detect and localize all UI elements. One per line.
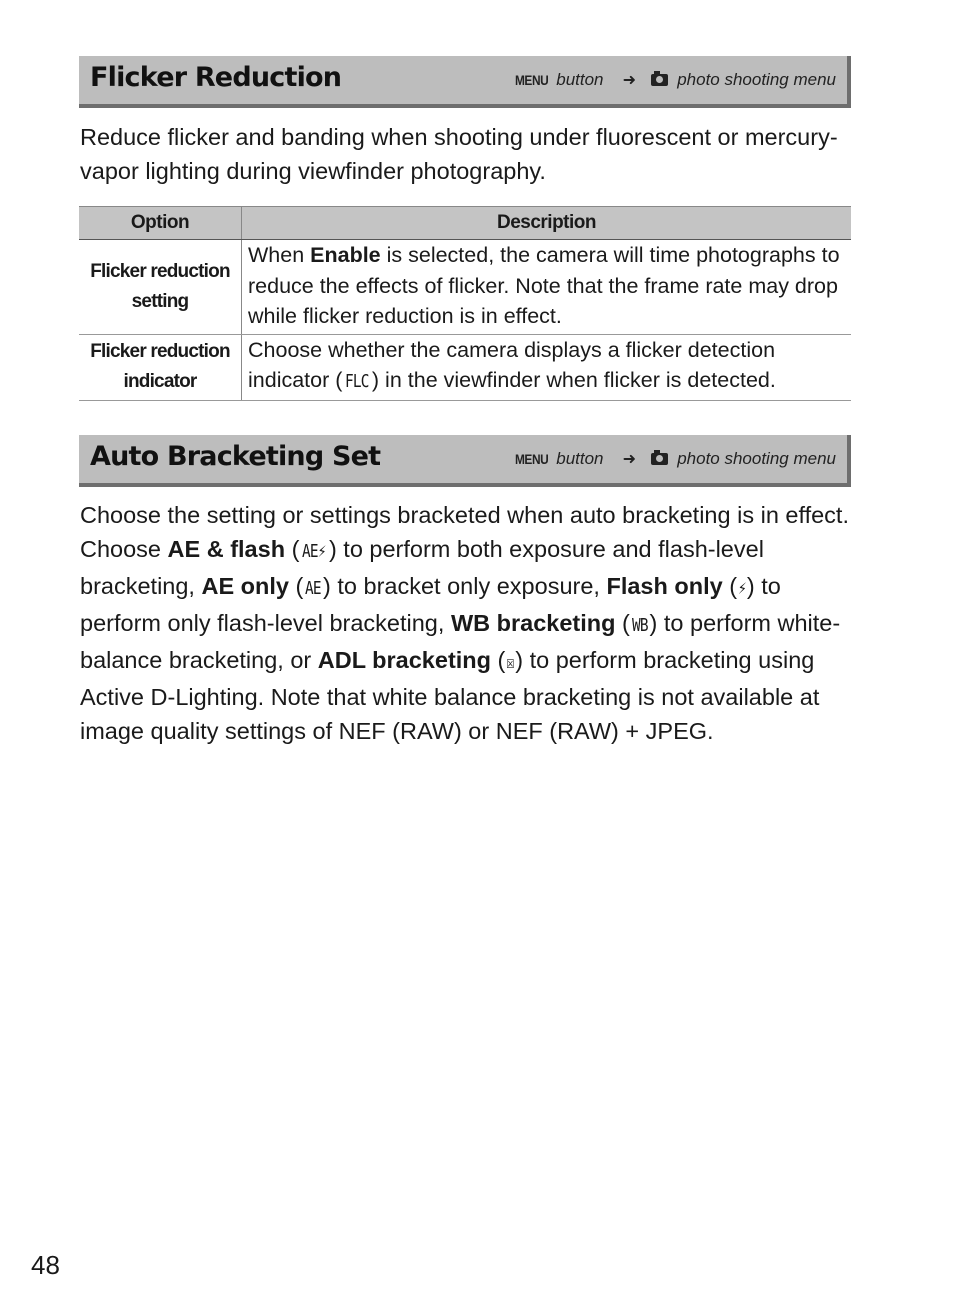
body-text: ) to perform both exposure and flash-level bracketing, [80,536,764,599]
table-row [79,240,851,335]
option-wb-bracketing: WB bracketing [450,610,616,636]
page-number: 48 [31,1250,60,1280]
arrow-icon: ➜ [622,70,637,89]
description-cell [242,240,852,335]
adl-icon: ☒ [506,652,515,673]
menu-button-label: MENU [514,451,549,467]
desc-text: ) in the viewfinder when flicker is detected. [371,368,776,392]
option-cell [79,240,242,335]
option-line-1: Flicker reduction [90,260,230,282]
option-flash-only: Flash only [606,573,723,599]
button-word: button [556,70,604,89]
body-text: ( [722,573,738,599]
menu-destination: photo shooting menu [677,449,836,468]
ae-flash-icon: AE⚡ [302,541,326,562]
body-text: ( [491,647,506,673]
header-description: Description [242,207,852,240]
menu-path [512,70,836,90]
desc-bold: Enable [310,243,381,267]
flicker-reduction-header [79,56,851,108]
option-ae-only: AE only [201,573,289,599]
section-title-bracketing: Auto Bracketing Set [90,441,381,472]
body-text: Choose the setting or settings bracketed when auto bracketing is in effect. Choose [80,502,849,562]
body-text: ) to perform bracketing using Active D-Lighting. Note that white balance bracketing is not available at image quality settings of NEF (RAW) or NEF (RAW) + JPEG. [80,647,820,744]
option-cell [79,334,242,400]
flicker-indicator-icon: FLC [345,371,369,392]
flash-icon: ⚡ [738,578,746,599]
table-row [79,334,851,400]
description-cell [242,334,852,400]
option-adl-bracketing: ADL bracketing [317,647,492,673]
body-text: ) to bracket only exposure, [323,573,607,599]
camera-icon [651,74,668,86]
option-line-2: setting [131,290,189,312]
header-option: Option [79,207,242,240]
auto-bracketing-header [79,435,851,487]
arrow-icon: ➜ [622,449,637,468]
bracketing-body [80,498,860,748]
ae-icon: AE [305,578,322,599]
body-text: ) to perform white-balance bracketing, or [80,610,841,673]
table-header-row [79,207,851,240]
option-line-2: indicator [123,371,197,392]
body-text: ( [285,536,300,562]
option-line-1: Flicker reduction [90,341,230,362]
camera-icon [651,453,668,465]
desc-text: When [248,243,311,267]
menu-destination: photo shooting menu [677,70,836,89]
flicker-intro: Reduce flicker and banding when shooting under fluorescent or mercury-vapor lighting during viewfinder photography. [80,124,838,184]
section-title-flicker: Flicker Reduction [90,62,342,93]
desc-text: is selected, the camera will time photographs to reduce the effects of flicker. Note that the frame rate may drop while flicker reduction is in effect. [248,243,840,328]
option-ae-flash: AE & flash [167,536,286,562]
desc-text: Choose whether the camera displays a flicker detection indicator ( [248,337,776,392]
menu-button-label: MENU [514,72,549,88]
body-text: ) to perform only flash-level bracketing, [80,573,781,636]
body-text: ( [288,573,304,599]
flicker-options-table [79,206,851,401]
body-text: ( [615,610,630,636]
wb-icon: WB [631,615,648,636]
menu-path [512,449,836,469]
button-word: button [556,449,604,468]
